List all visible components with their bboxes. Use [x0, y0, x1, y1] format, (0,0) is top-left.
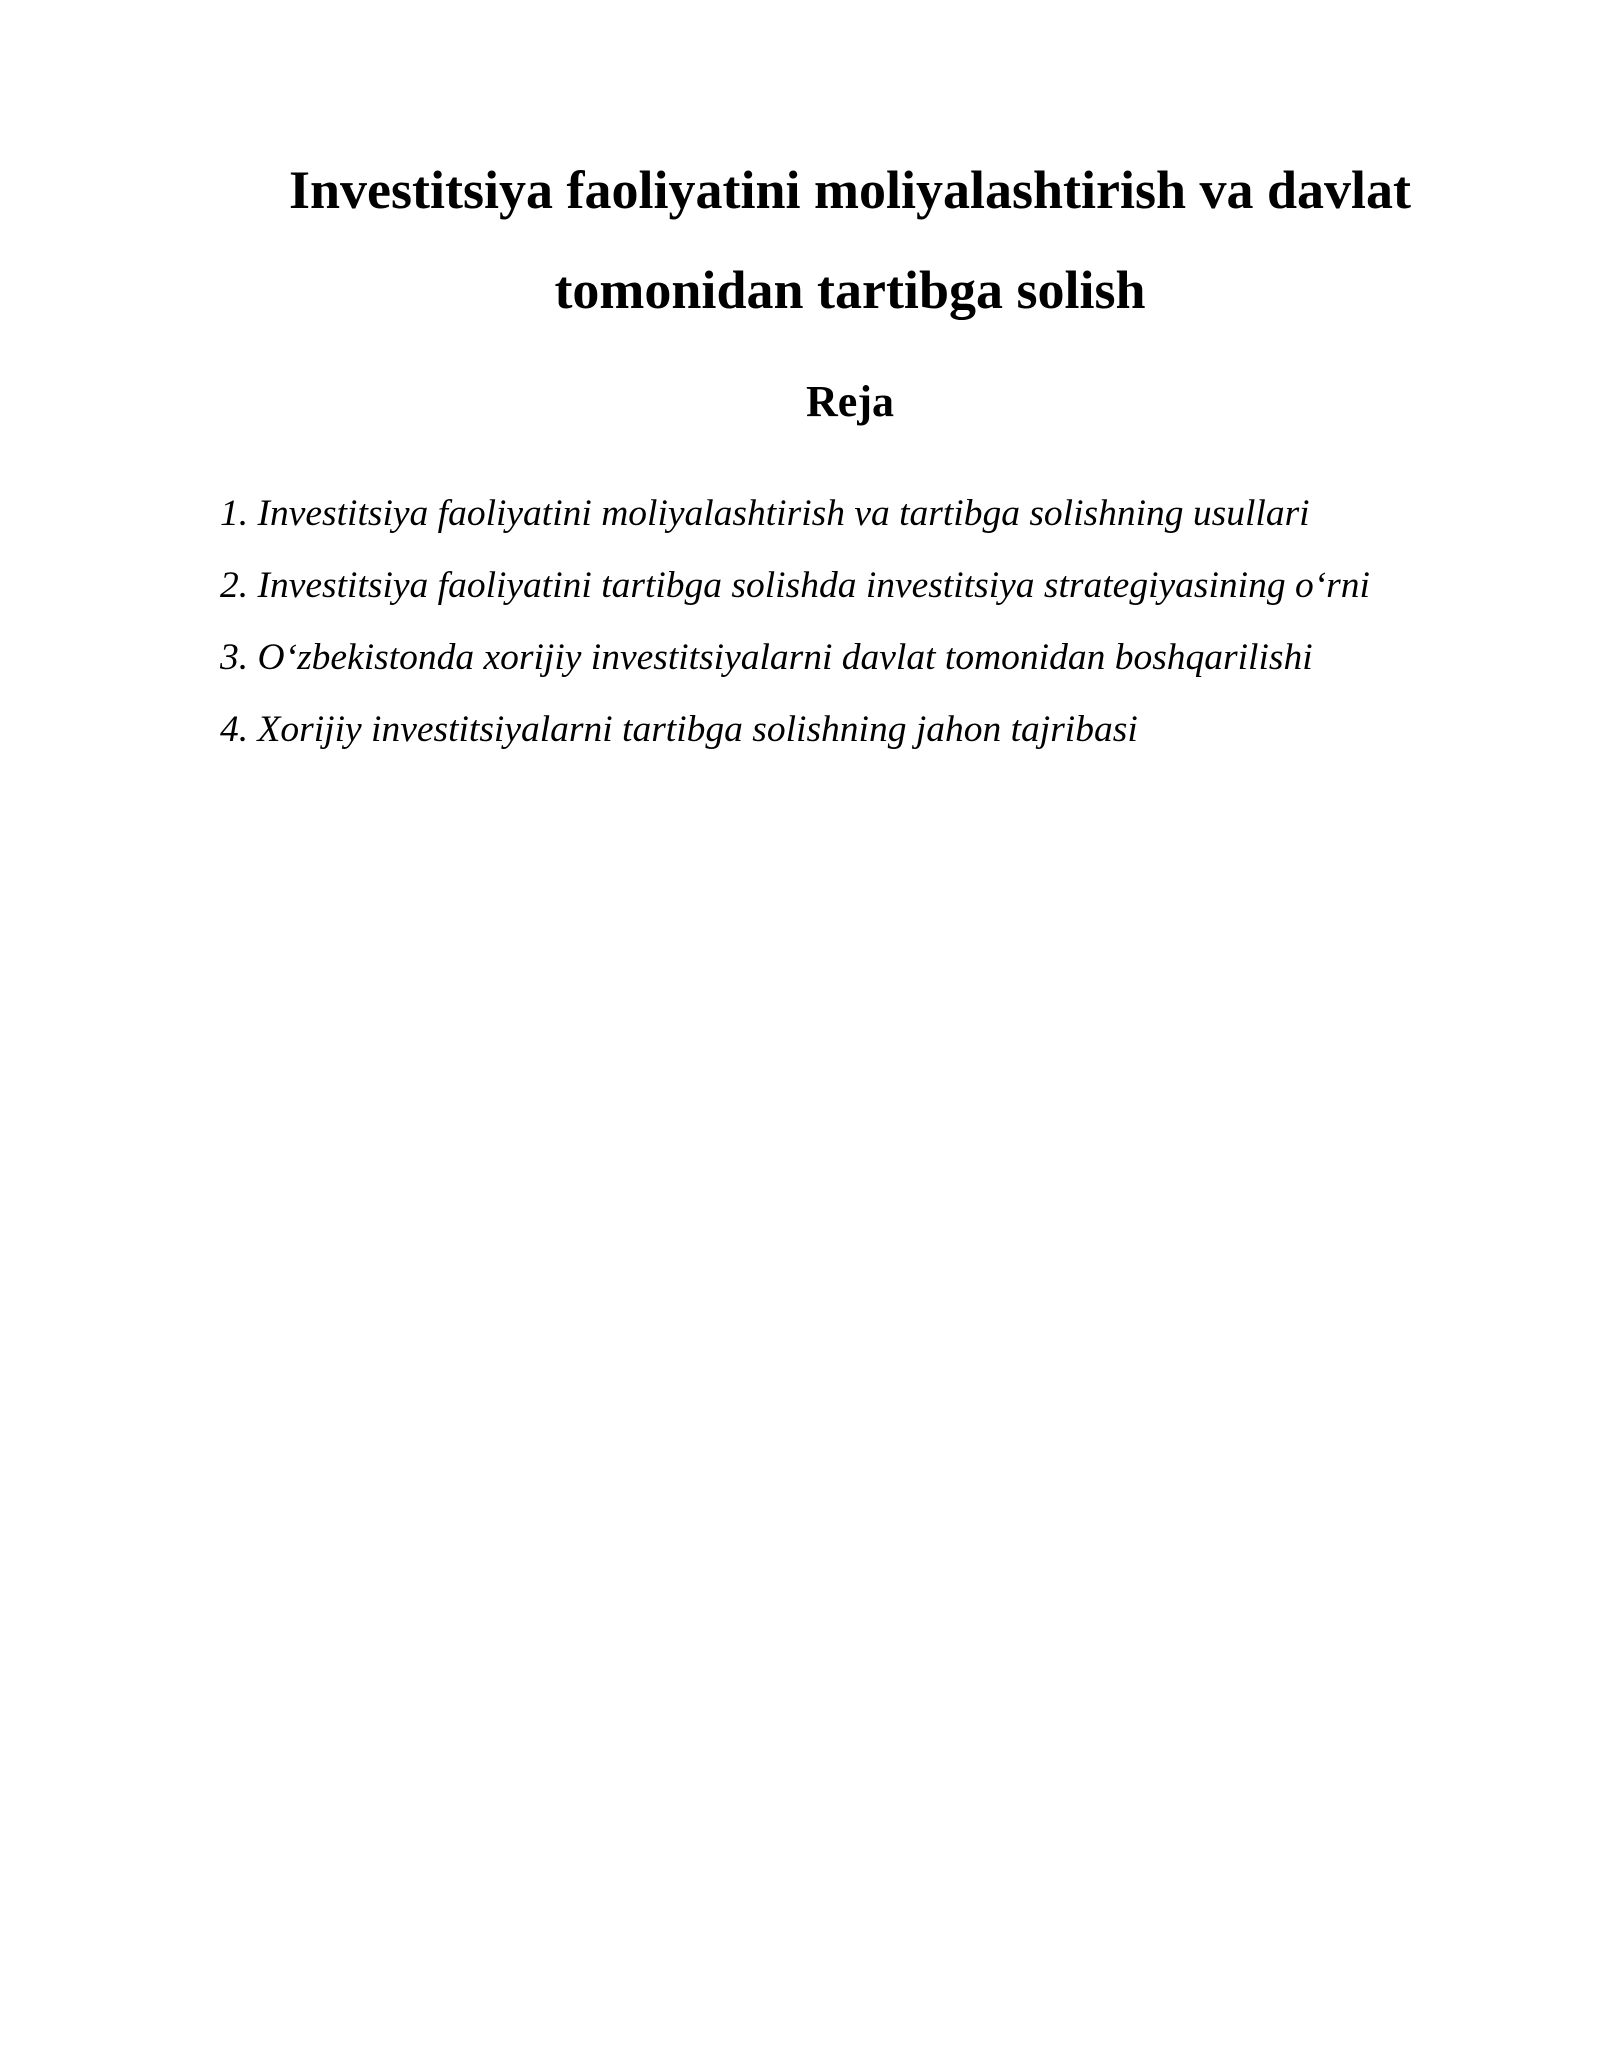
plan-item: 3. O‘zbekistonda xorijiy investitsiyalarni davlat tomonidan boshqarilishi [220, 637, 1313, 678]
plan-item: 2. Investitsiya faoliyatini tartibga solishda investitsiya strategiyasining o‘rni [220, 565, 1370, 606]
plan-heading: Reja [806, 377, 894, 426]
plan-list [220, 478, 1460, 766]
plan-item: 1. Investitsiya faoliyatini moliyalashtirish va tartibga solishning usullari [220, 493, 1310, 534]
document-title: Investitsiya faoliyatini moliyalashtirish va davlat tomonidan tartibga solish [288, 160, 1412, 320]
plan-item: 4. Xorijiy investitsiyalarni tartibga solishning jahon tajribasi [220, 709, 1138, 750]
